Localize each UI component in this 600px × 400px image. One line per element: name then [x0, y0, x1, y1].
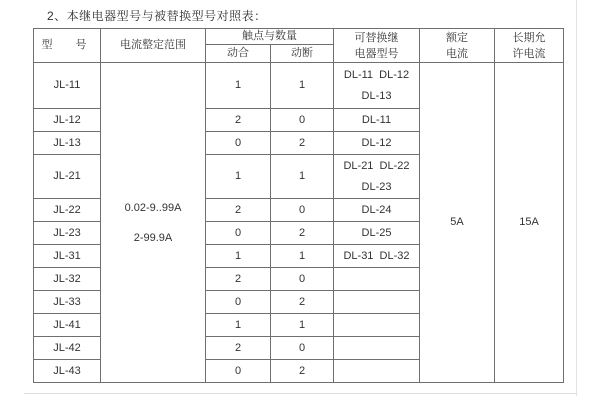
- replaceable-cell: [334, 337, 420, 360]
- replaceable-line: DL-25: [361, 226, 392, 239]
- nc-count-cell: 2: [271, 291, 334, 314]
- replaceable-line: DL-23: [361, 180, 392, 193]
- nc-count-cell: 2: [271, 360, 334, 383]
- no-count-cell: 0: [206, 222, 271, 245]
- nc-count-cell: 0: [271, 109, 334, 132]
- replaceable-cell: [334, 360, 420, 383]
- no-count-cell: 1: [206, 245, 271, 268]
- replaceable-line: DL-11 DL-12: [343, 68, 410, 81]
- no-count-cell: 0: [206, 360, 271, 383]
- header-normally-closed: 动断: [271, 45, 334, 63]
- header-contacts-quantity: 触点与数量: [206, 29, 334, 45]
- header-normally-open: 动合: [206, 45, 271, 63]
- nc-count-cell: 2: [271, 132, 334, 155]
- model-cell: JL-43: [34, 360, 101, 383]
- replaceable-cell: [334, 199, 420, 222]
- model-cell: JL-11: [34, 63, 101, 109]
- nc-count-cell: 1: [271, 155, 334, 199]
- section-title: 2、本继电器型号与被替换型号对照表：: [47, 9, 267, 23]
- replaceable-cell: [334, 314, 420, 337]
- header-rated-line2: 电流: [446, 47, 468, 60]
- header-replaceable-models: [334, 29, 420, 63]
- replaceable-line: DL-21 DL-22: [343, 159, 410, 172]
- replaceable-cell: [334, 222, 420, 245]
- header-longterm-line2: 许电流: [512, 47, 546, 60]
- replaceable-line: DL-11: [361, 113, 392, 126]
- no-count-cell: 2: [206, 109, 271, 132]
- nc-count-cell: 0: [271, 199, 334, 222]
- replaceable-cell: [334, 132, 420, 155]
- model-cell: JL-12: [34, 109, 101, 132]
- rated-current-cell: 5A: [420, 63, 495, 383]
- longterm-current-cell: 15A: [495, 63, 564, 383]
- nc-count-cell: 2: [271, 222, 334, 245]
- comparison-table: [33, 28, 564, 383]
- no-count-cell: 1: [206, 155, 271, 199]
- replaceable-cell: [334, 245, 420, 268]
- header-longterm-current: [495, 29, 564, 63]
- model-cell: JL-31: [34, 245, 101, 268]
- no-count-cell: 2: [206, 268, 271, 291]
- header-rated-line1: 额定: [446, 31, 468, 44]
- no-count-cell: 2: [206, 199, 271, 222]
- model-cell: JL-33: [34, 291, 101, 314]
- model-cell: JL-13: [34, 132, 101, 155]
- header-model-label: 型 号: [41, 39, 93, 52]
- no-count-cell: 1: [206, 314, 271, 337]
- replaceable-cell: [334, 268, 420, 291]
- replaceable-line: DL-13: [361, 89, 392, 102]
- replaceable-cell: [334, 63, 420, 109]
- page-edge-right: [576, 0, 577, 396]
- header-row-1: [34, 29, 564, 45]
- model-cell: JL-21: [34, 155, 101, 199]
- page-edge-bottom: [24, 393, 577, 394]
- current-range-line2: 2-99.9A: [133, 231, 173, 244]
- nc-count-cell: 1: [271, 314, 334, 337]
- header-replaceable-line2: 电器型号: [354, 47, 399, 60]
- no-count-cell: 0: [206, 132, 271, 155]
- header-model: [34, 29, 101, 63]
- model-cell: JL-41: [34, 314, 101, 337]
- current-range-line1: 0.02-9..99A: [124, 201, 182, 214]
- no-count-cell: 1: [206, 63, 271, 109]
- model-cell: JL-22: [34, 199, 101, 222]
- no-count-cell: 2: [206, 337, 271, 360]
- no-count-cell: 0: [206, 291, 271, 314]
- nc-count-cell: 0: [271, 337, 334, 360]
- model-cell: JL-42: [34, 337, 101, 360]
- model-cell: JL-32: [34, 268, 101, 291]
- header-replaceable-line1: 可替换继: [354, 31, 399, 44]
- current-range-cell: [101, 63, 206, 383]
- replaceable-cell: [334, 109, 420, 132]
- table-row: [34, 63, 564, 109]
- header-rated-current: [420, 29, 495, 63]
- model-cell: JL-23: [34, 222, 101, 245]
- replaceable-line: DL-12: [361, 136, 392, 149]
- nc-count-cell: 1: [271, 63, 334, 109]
- nc-count-cell: 0: [271, 268, 334, 291]
- replaceable-cell: [334, 155, 420, 199]
- replaceable-line: DL-31 DL-32: [343, 249, 410, 262]
- header-longterm-line1: 长期允: [512, 31, 546, 44]
- replaceable-cell: [334, 291, 420, 314]
- nc-count-cell: 1: [271, 245, 334, 268]
- replaceable-line: DL-24: [361, 203, 392, 216]
- header-current-range: 电流整定范围: [101, 29, 206, 63]
